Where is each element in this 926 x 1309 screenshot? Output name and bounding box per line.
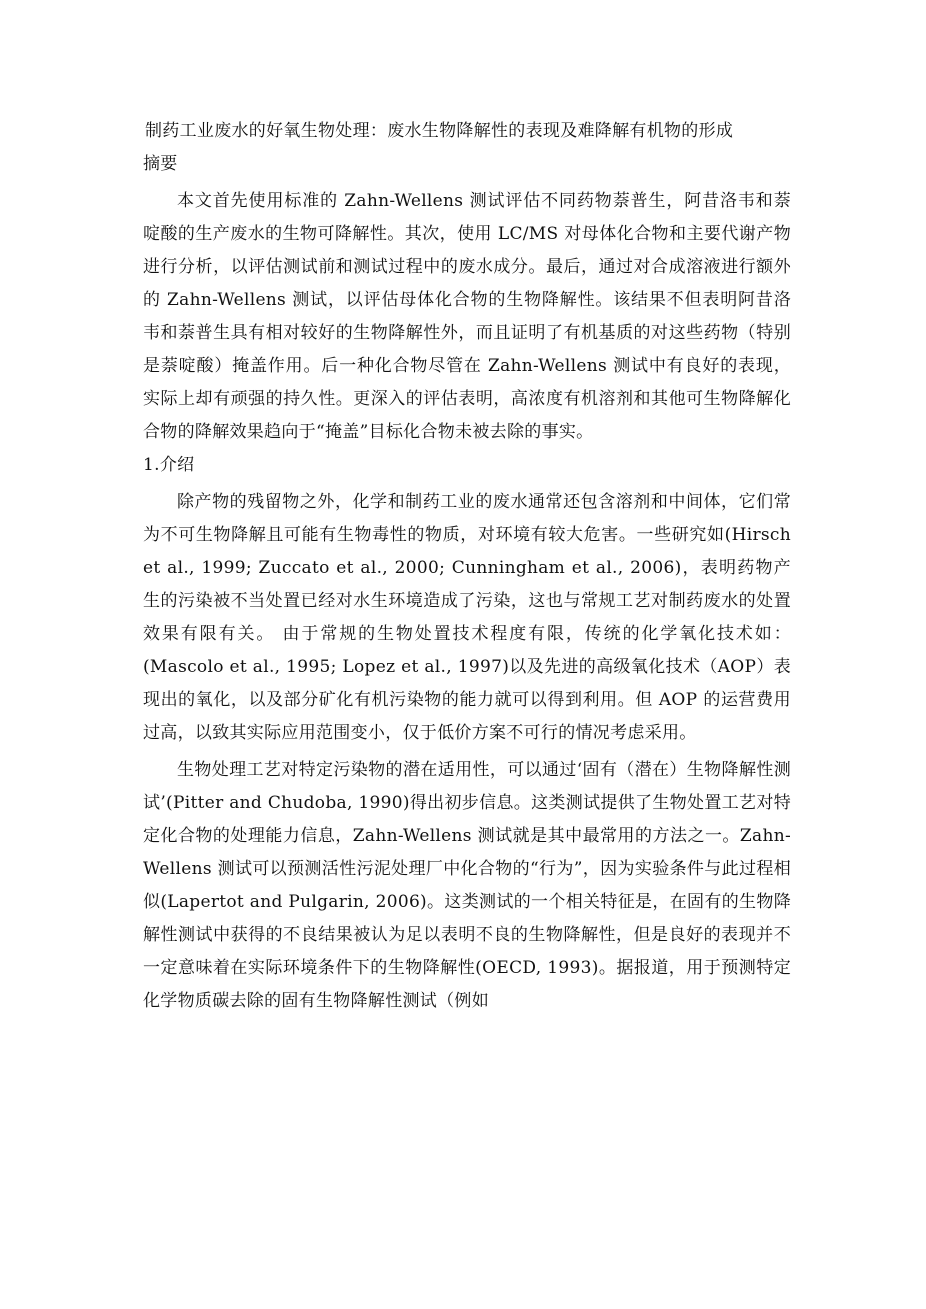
section-heading-introduction: 1.介绍	[143, 455, 195, 475]
introduction-paragraph-2: 生物处理工艺对特定污染物的潜在适用性，可以通过‘固有（潜在）生物降解性测试’(Pitter and Chudoba, 1990)得出初步信息。这类测试提供了生物处置工艺对特定化合物的处理能力信息，Zahn-Wellens 测试就是其中最常用的方法之一。Zahn-Wellens 测试可以预测活性污泥处理厂中化合物的“行为”，因为实验条件与此过程相似(Lapertot and Pulgarin, 2006)。这类测试的一个相关特征是，在固有的生物降解性测试中获得的不良结果被认为足以表明不良的生物降解性，但是良好的表现并不一定意味着在实际环境条件下的生物降解性(OECD, 1993)。据报道，用于预测特定化学物质碳去除的固有生物降解性测试（例如	[143, 760, 791, 1011]
document-body	[143, 115, 791, 1018]
document-title: 制药工业废水的好氧生物处理：废水生物降解性的表现及难降解有机物的形成	[145, 121, 734, 141]
introduction-paragraph-1: 除产物的残留物之外，化学和制药工业的废水通常还包含溶剂和中间体，它们常为不可生物降解且可能有生物毒性的物质，对环境有较大危害。一些研究如(Hirsch et al., 1999; Zuccato et al., 2000; Cunningham et al., 2006)，表明药物产生的污染被不当处置已经对水生环境造成了污染，这也与常规工艺对制药废水的处置效果有限有关。 由于常规的生物处置技术程度有限，传统的化学氧化技术如： (Mascolo et al., 1995; Lopez et al., 1997)以及先进的高级氧化技术（AOP）表现出的氧化，以及部分矿化有机污染物的能力就可以得到利用。但 AOP 的运营费用过高，以致其实际应用范围变小，仅于低价方案不可行的情况考虑采用。	[143, 492, 791, 743]
abstract-paragraph: 本文首先使用标准的 Zahn-Wellens 测试评估不同药物萘普生，阿昔洛韦和萘啶酸的生产废水的生物可降解性。其次，使用 LC/MS 对母体化合物和主要代谢产物进行分析，以评估测试前和测试过程中的废水成分。最后，通过对合成溶液进行额外的 Zahn-Wellens 测试，以评估母体化合物的生物降解性。该结果不但表明阿昔洛韦和萘普生具有相对较好的生物降解性外，而且证明了有机基质的对这些药物（特别是萘啶酸）掩盖作用。后一种化合物尽管在 Zahn-Wellens 测试中有良好的表现，实际上却有顽强的持久性。更深入的评估表明，高浓度有机溶剂和其他可生物降解化合物的降解效果趋向于“掩盖”目标化合物未被去除的事实。	[143, 191, 791, 442]
abstract-heading: 摘要	[143, 154, 178, 174]
